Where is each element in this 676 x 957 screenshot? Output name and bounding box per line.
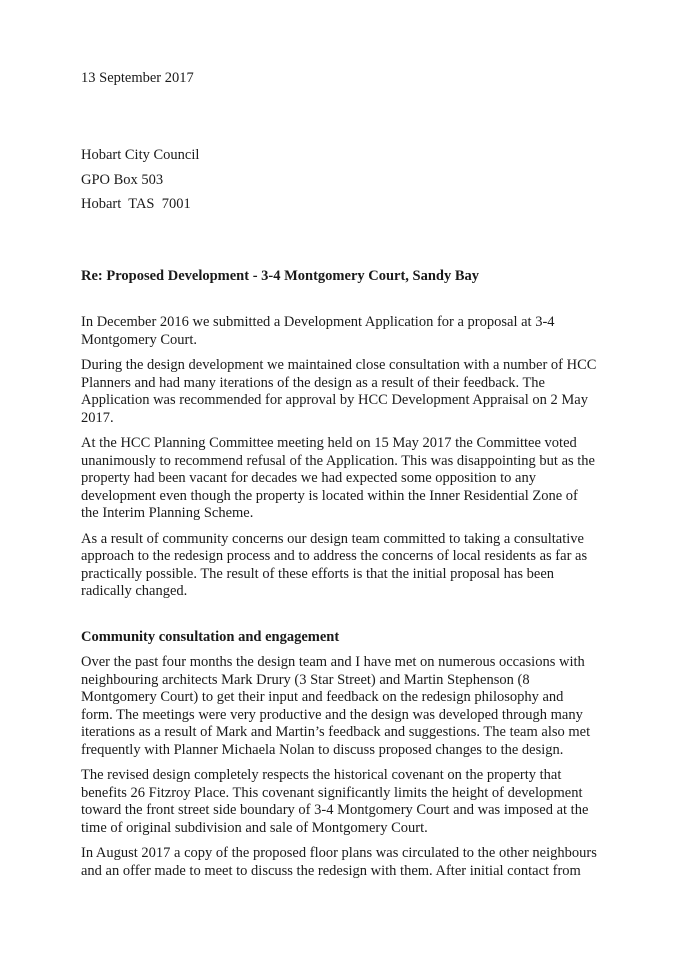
text-line: unanimously to recommend refusal of the Application. This was disappointing but as the	[81, 452, 595, 469]
text-line: and an offer made to meet to discuss the redesign with them. After initial contact from	[81, 862, 581, 879]
text-line: Montgomery Court.	[81, 331, 197, 348]
text-line: iterations as a result of Mark and Martin’s feedback and suggestions. The team also met	[81, 724, 591, 740]
text-line: benefits 26 Fitzroy Place. This covenant significantly limits the height of development	[81, 784, 583, 801]
text-line: At the HCC Planning Committee meeting held on 15 May 2017 the Committee voted	[81, 435, 577, 451]
text-line: approach to the redesign process and to address the concerns of local residents as far as	[81, 548, 588, 564]
paragraph	[81, 531, 601, 601]
section-heading: Community consultation and engagement	[81, 628, 340, 645]
text-line: Planners and had many iterations of the design as a result of their feedback. The	[81, 374, 545, 391]
text-line: Application was recommended for approval by HCC Development Appraisal on 2 May	[81, 392, 588, 408]
paragraph	[81, 654, 601, 759]
text-line: development even though the property is located within the Inner Residential Zone of	[81, 487, 578, 504]
paragraph	[81, 435, 601, 523]
text-line: In August 2017 a copy of the proposed floor plans was circulated to the other neighbours	[81, 845, 597, 861]
text-line: property had been vacant for decades we had expected some opposition to any	[81, 470, 536, 486]
paragraph	[81, 314, 601, 349]
text-line: toward the front street side boundary of 3-4 Montgomery Court and was imposed at the	[81, 802, 589, 818]
address-line: GPO Box 503	[81, 171, 164, 188]
text-line: As a result of community concerns our design team committed to taking a consultative	[81, 530, 584, 547]
paragraph	[81, 845, 601, 880]
text-line: form. The meetings were very productive and the design was developed through many	[81, 706, 583, 723]
text-line: time of original subdivision and sale of Montgomery Court.	[81, 819, 428, 836]
text-line: frequently with Planner Michaela Nolan to discuss proposed changes to the design.	[81, 741, 564, 758]
letter-subject: Re: Proposed Development - 3-4 Montgomery Court, Sandy Bay	[81, 268, 480, 284]
text-line: Over the past four months the design team and I have met on numerous occasions with	[81, 654, 585, 670]
text-line: 2017.	[81, 409, 114, 426]
text-line: During the design development we maintained close consultation with a number of HCC	[81, 357, 597, 373]
text-line: practically possible. The result of these efforts is that the initial proposal has been	[81, 565, 555, 582]
letter-date: 13 September 2017	[81, 70, 194, 86]
address-line: Hobart TAS 7001	[81, 196, 191, 212]
text-line: radically changed.	[81, 583, 188, 599]
text-line: Montgomery Court) to get their input and feedback on the redesign philosophy and	[81, 689, 564, 705]
paragraph	[81, 767, 601, 837]
text-line: The revised design completely respects the historical covenant on the property that	[81, 767, 562, 783]
text-line: In December 2016 we submitted a Development Application for a proposal at 3-4	[81, 314, 555, 330]
paragraph	[81, 357, 601, 427]
recipient-address	[81, 143, 199, 217]
address-line: Hobart City Council	[81, 147, 200, 163]
text-line: the Interim Planning Scheme.	[81, 505, 254, 521]
text-line: neighbouring architects Mark Drury (3 Star Street) and Martin Stephenson (8	[81, 671, 530, 688]
letter-body	[81, 314, 601, 888]
